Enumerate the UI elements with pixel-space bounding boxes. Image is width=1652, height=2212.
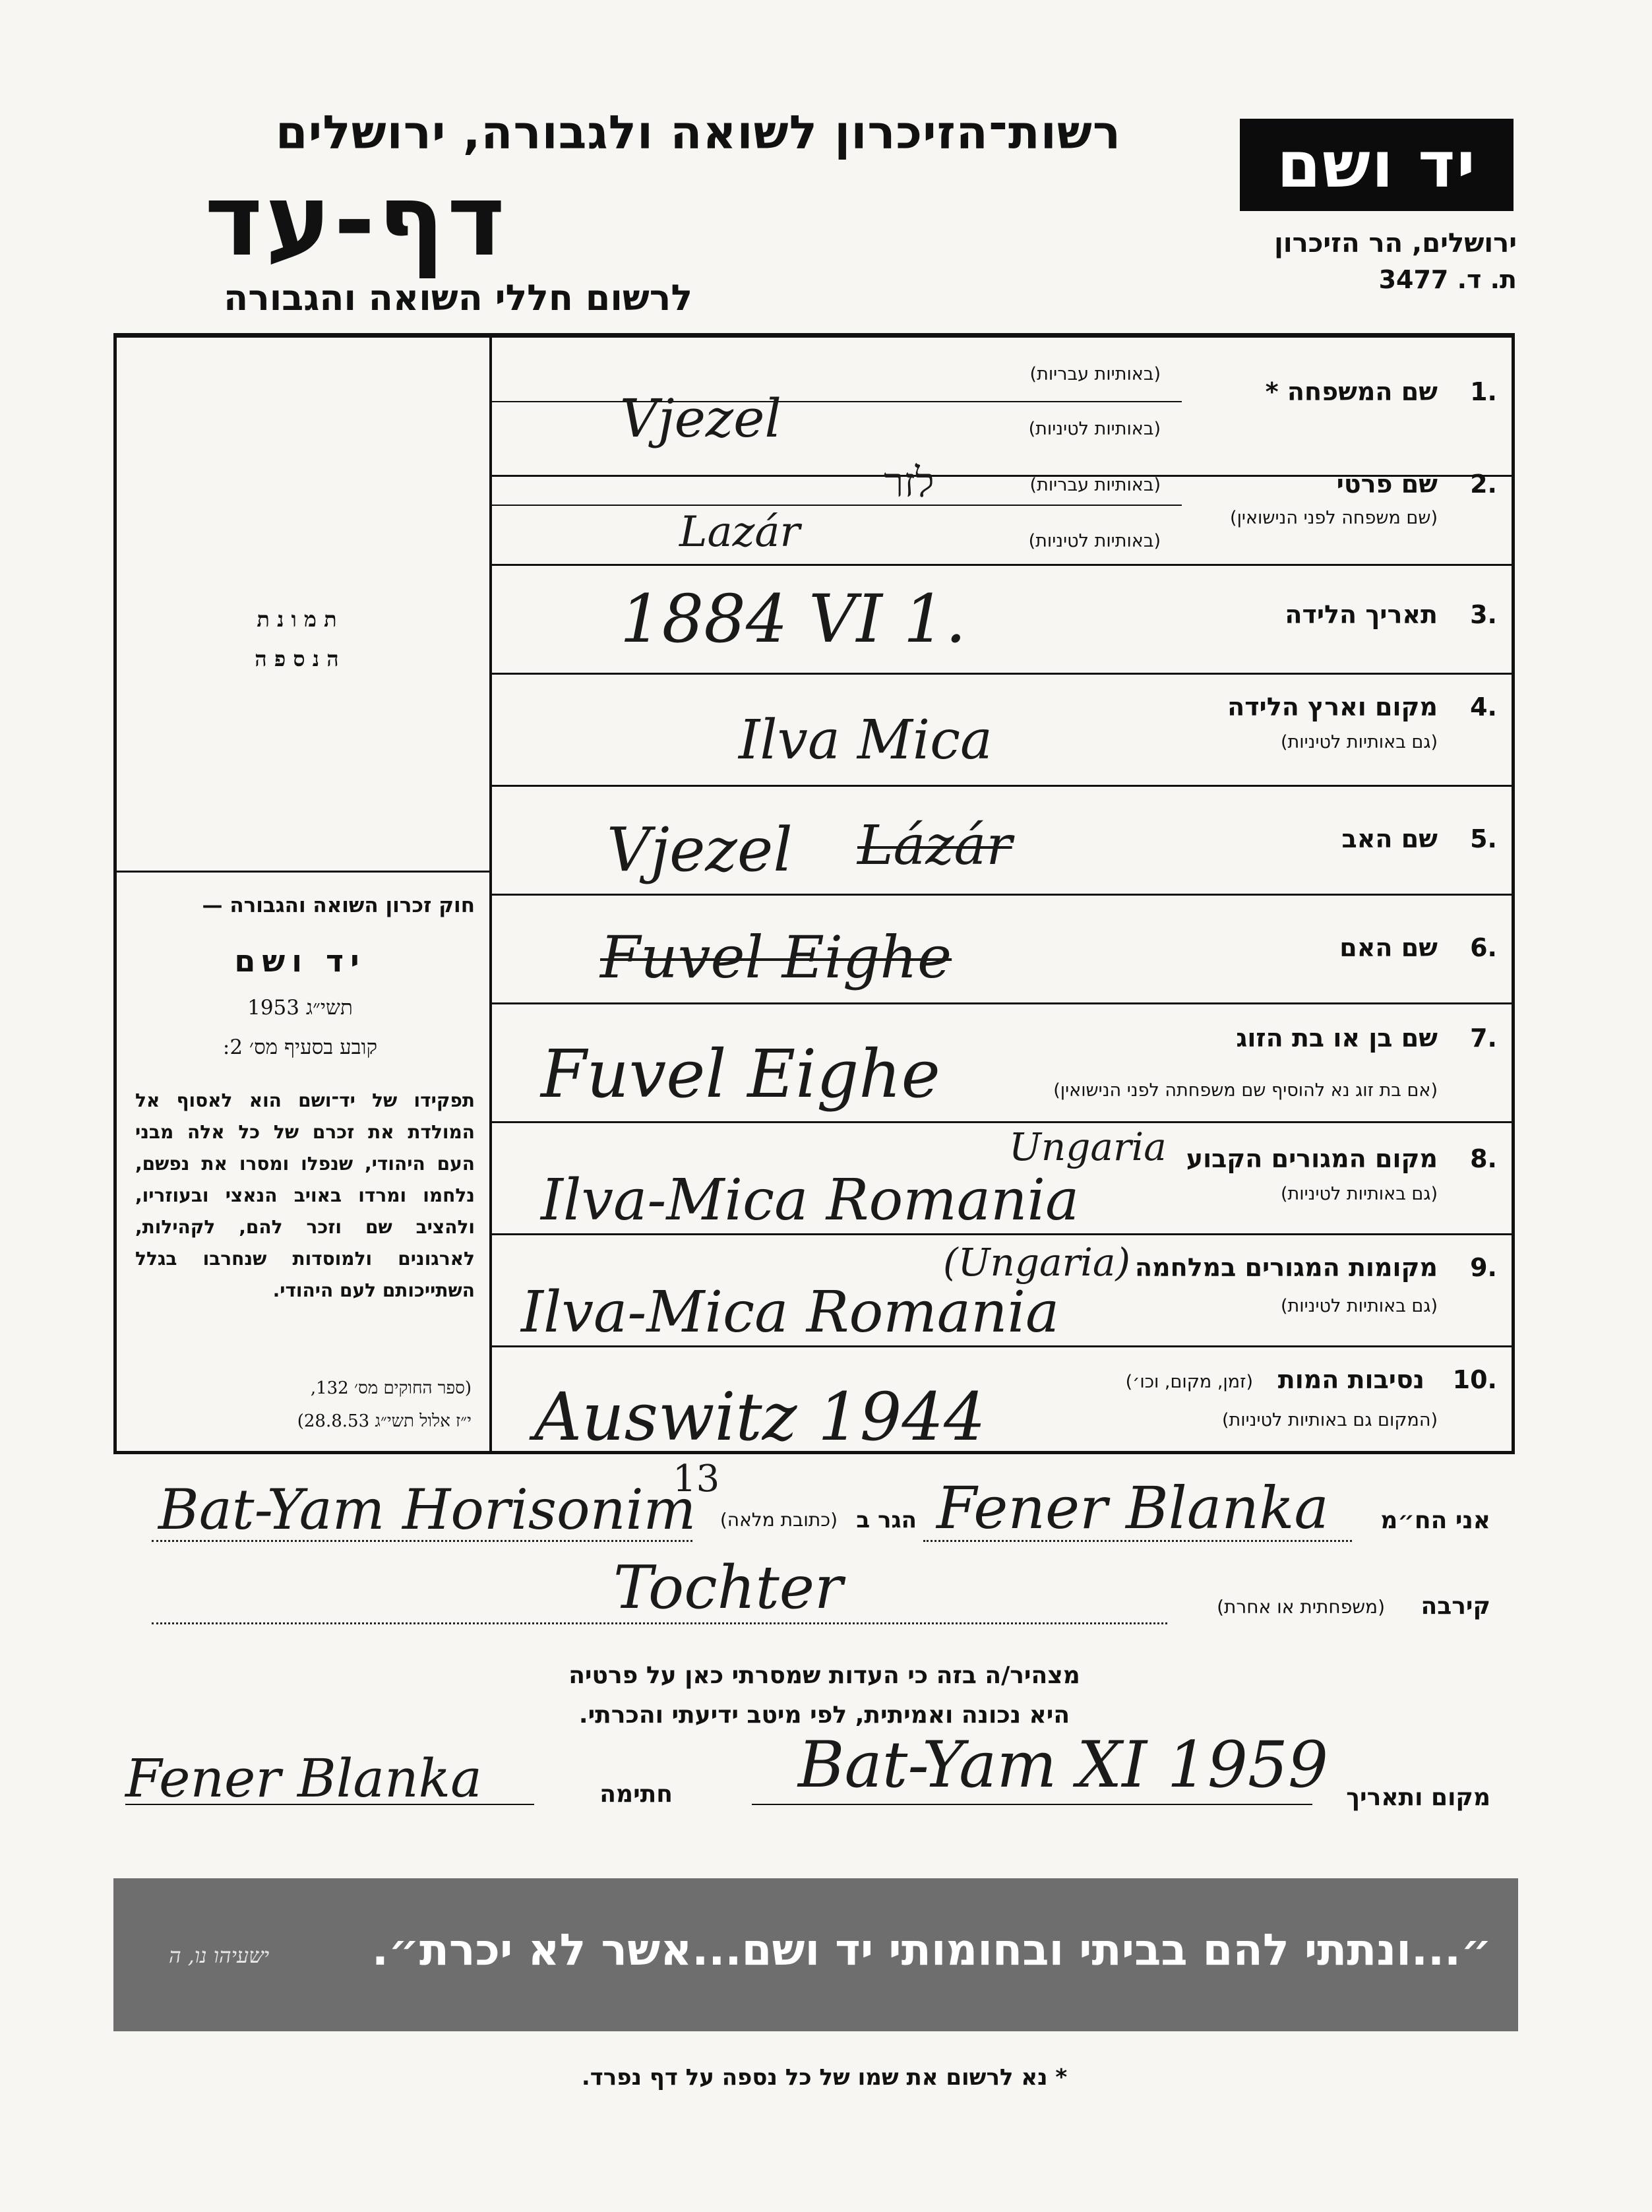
field2-hint-latin: (באותיות לטיניות)	[1028, 531, 1161, 551]
field6-num: 6.	[1470, 933, 1497, 962]
place-date-line	[752, 1804, 1312, 1805]
address-value: Bat-Yam Horisonim	[158, 1477, 696, 1542]
authority-title: רשות־הזיכרון לשואה ולגבורה, ירושלים	[275, 106, 1121, 160]
row-sep-5	[489, 785, 1515, 787]
relation-line	[152, 1622, 1167, 1624]
field3-label: תאריך הלידה	[1285, 600, 1438, 629]
field4-value: Ilva Mica	[739, 709, 993, 772]
field1-value-latin: Vjezel	[620, 388, 781, 449]
footnote: * נא לרשום את שמו של כל נספה על דף נפרד.	[581, 2064, 1068, 2091]
field8-num: 8.	[1470, 1144, 1497, 1173]
photo-box-line2: ה נ ס פ ה	[255, 646, 339, 671]
field8-value: Ilva-Mica Romania	[541, 1167, 1080, 1233]
field10-label: נסיבות המות	[1277, 1365, 1424, 1394]
field2-label: שם פרטי	[1336, 470, 1438, 499]
field1-num: 1.	[1470, 377, 1497, 406]
address-number: 13	[673, 1458, 720, 1500]
field7-value: Fuvel Eighe	[541, 1035, 940, 1113]
row-sep-10	[489, 1345, 1515, 1347]
law-ref2: י״ז אלול תשי״ג 28.8.53)	[297, 1411, 472, 1431]
yad-vashem-logo	[1240, 119, 1514, 211]
field5-num: 5.	[1470, 824, 1497, 853]
field1-hint-latin: (באותיות לטיניות)	[1028, 419, 1161, 439]
law-ref1: (ספר החוקים מס׳ 132,	[310, 1378, 472, 1398]
field2-num: 2.	[1470, 470, 1497, 499]
row-sep-6	[489, 894, 1515, 896]
row2-inner-line	[489, 505, 1182, 506]
statement-line1: מצהיר/ה בזה כי העדות שמסרתי כאן על פרטיה	[568, 1662, 1080, 1689]
field7-label: שם בן או בת הזוג	[1236, 1024, 1438, 1053]
field2-sublabel: (שם משפחה לפני הנישואין)	[1230, 508, 1438, 528]
place-date-value: Bat-Yam XI 1959	[798, 1728, 1329, 1802]
field7-sublabel: (אם בת זוג נא להוסיף שם משפחתה לפני הנישואין)	[1053, 1080, 1438, 1101]
photo-box-line1: ת מ ו נ ת	[257, 607, 337, 632]
field2-value-latin: Lazár	[679, 508, 801, 557]
logo-text: יד ושם	[1277, 128, 1477, 202]
field4-num: 4.	[1470, 692, 1497, 722]
banner-source: ישעיהו נו, ה	[168, 1943, 270, 1968]
field2-hint-hebrew: (באותיות עבריות)	[1029, 475, 1161, 495]
signature-label: חתימה	[599, 1781, 673, 1808]
row-sep-9	[489, 1233, 1515, 1235]
law-clause: קובע בסעיף מס׳ 2:	[222, 1035, 378, 1059]
field3-value: 1884 VI 1.	[620, 580, 967, 658]
declarant-name: Fener Blanka	[936, 1474, 1329, 1542]
relation-hint: (משפחתית או אחרת)	[1217, 1596, 1385, 1618]
row-sep-7	[489, 1002, 1515, 1004]
relation-label: קירבה	[1421, 1593, 1490, 1620]
row-sep-8	[489, 1121, 1515, 1123]
field9-label: מקומות המגורים במלחמה	[1134, 1253, 1438, 1282]
left-split	[113, 871, 491, 873]
row-sep-3	[489, 564, 1515, 566]
law-body: תפקידו של יד־ושם הוא לאסוף אל המולדת את זכרם של כל אלה מבני העם היהודי, שנפלו ומסרו את נפשם, נלחמו ומרדו באויב הנאצי ובעוזריו, ולהציב שם וזכר להם, לקהילות, לארגונים ולמוסדות שנחרבו בגלל השתייכותם לעם היהודי.	[135, 1090, 475, 1301]
statement-line2: היא נכונה ואמיתית, לפי מיטב ידיעתי והכרתי.	[578, 1702, 1070, 1729]
law-heading: חוק זכרון השואה והגבורה —	[202, 894, 475, 917]
field5-label: שם האב	[1341, 824, 1438, 853]
field10-num: 10.	[1452, 1365, 1497, 1394]
field6-value-struck: Fuvel Eighe	[600, 923, 952, 991]
field8-sublabel: (גם באותיות לטיניות)	[1280, 1184, 1438, 1204]
address-hint: (כתובת מלאה)	[719, 1509, 838, 1531]
field2-value-hebrew: לזר	[884, 458, 934, 507]
field6-label: שם האם	[1339, 933, 1438, 962]
field10-label-hint: (זמן, מקום, וכו׳)	[1125, 1372, 1253, 1392]
place-date-label: מקום ותאריך	[1346, 1784, 1490, 1811]
form-subtitle: לרשום חללי השואה והגבורה	[224, 277, 692, 319]
field10-sublabel: (המקום גם באותיות לטיניות)	[1221, 1410, 1438, 1430]
field4-label: מקום וארץ הלידה	[1227, 692, 1438, 722]
field3-num: 3.	[1470, 600, 1497, 629]
quote-banner	[113, 1878, 1518, 2031]
form-title: דף-עד	[204, 164, 508, 278]
field10-value: Auswitz 1944	[534, 1378, 986, 1456]
banner-quote: ״...ונתתי להם בביתי ובחומותי יד ושם...אשר לא יכרת״.	[371, 1924, 1492, 1975]
field8-value-note: Ungaria	[1009, 1124, 1167, 1169]
field9-num: 9.	[1470, 1253, 1497, 1282]
field9-value: Ilva-Mica Romania	[521, 1279, 1060, 1345]
row1-inner-line	[489, 401, 1182, 402]
signature-value: Fener Blanka	[125, 1748, 482, 1809]
field5-value: Vjezel	[607, 814, 793, 885]
law-year: תשי״ג 1953	[247, 996, 353, 1020]
law-name: יד ושם	[234, 943, 366, 979]
field1-hint-hebrew: (באותיות עבריות)	[1029, 364, 1161, 384]
field5-value-struck: Lázár	[857, 814, 1012, 877]
address: ירושלים, הר הזיכרון	[1274, 228, 1517, 259]
field4-sublabel: (גם באותיות לטיניות)	[1280, 732, 1438, 753]
field8-label: מקום המגורים הקבוע	[1186, 1144, 1438, 1173]
field9-sublabel: (גם באותיות לטיניות)	[1280, 1296, 1438, 1316]
field7-num: 7.	[1470, 1024, 1497, 1053]
field9-value-note: (Ungaria)	[943, 1240, 1131, 1285]
residing-at-label: הגר ב	[856, 1507, 917, 1533]
field1-label: שם המשפחה *	[1265, 377, 1438, 406]
declaration-i-the-undersigned: אני הח״מ	[1380, 1507, 1490, 1534]
row-sep-4	[489, 673, 1515, 675]
po-box: ת. ד. 3477	[1378, 265, 1517, 294]
relation-value: Tochter	[613, 1553, 843, 1622]
